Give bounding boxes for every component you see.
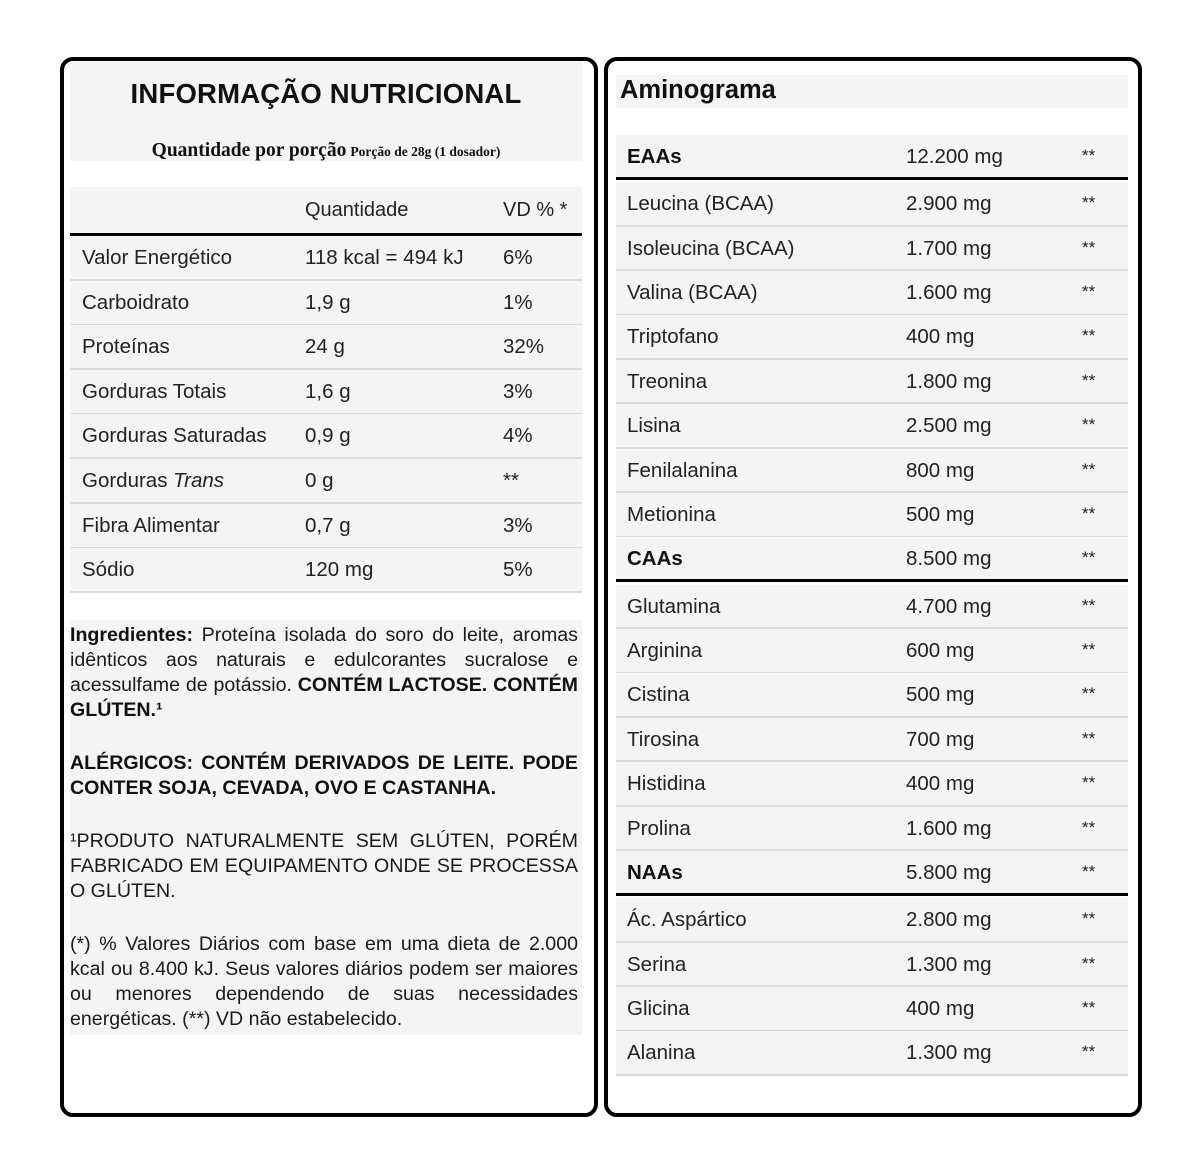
nutrient-quantity: 0,9 g <box>305 424 351 448</box>
nutrition-title: INFORMAÇÃO NUTRICIONAL <box>130 78 522 109</box>
nutrition-row <box>70 236 582 281</box>
nutrient-name-text: Valor Energético <box>82 246 233 269</box>
amino-name: Isoleucina (BCAA) <box>627 236 795 260</box>
amino-value: 800 mg <box>906 458 975 482</box>
amino-dv: ** <box>1082 370 1096 390</box>
nutrient-quantity: 24 g <box>305 335 345 359</box>
amino-dv: ** <box>1082 773 1096 793</box>
amino-row <box>616 987 1128 1032</box>
nutrient-dv: 6% <box>503 246 533 269</box>
amino-name: Triptofano <box>627 325 719 349</box>
amino-value: 500 mg <box>906 503 975 526</box>
amino-value: 1.600 mg <box>906 816 992 840</box>
amino-name: Fenilalanina <box>627 458 738 482</box>
nutrition-table-header <box>70 187 582 236</box>
aminogram-panel <box>604 57 1142 1117</box>
nutrition-row <box>70 414 582 459</box>
amino-name: Alanina <box>627 1041 696 1065</box>
amino-dv: ** <box>1082 862 1096 881</box>
nutrient-quantity: 1,6 g <box>305 379 351 403</box>
amino-group-row <box>616 537 1128 582</box>
amino-row <box>616 227 1128 272</box>
amino-name: Valina (BCAA) <box>627 281 758 304</box>
amino-row <box>616 629 1128 674</box>
nutrition-facts-panel <box>60 57 598 1117</box>
amino-value: 1.300 mg <box>906 952 992 976</box>
amino-row <box>616 271 1128 316</box>
amino-value: 2.900 mg <box>906 192 992 216</box>
allergens-paragraph <box>70 751 578 801</box>
amino-dv: ** <box>1082 415 1096 435</box>
amino-dv: ** <box>1082 728 1096 748</box>
serving-label: Quantidade por porção <box>151 140 347 161</box>
amino-dv: ** <box>1082 326 1096 346</box>
amino-name: Ác. Aspártico <box>627 908 747 932</box>
amino-name: Prolina <box>627 816 691 840</box>
ingredients-label: Ingredientes: <box>70 624 194 646</box>
nutrition-row <box>70 459 582 504</box>
amino-dv: ** <box>1082 1042 1096 1062</box>
amino-dv: ** <box>1082 237 1096 257</box>
amino-value: 2.500 mg <box>906 414 992 438</box>
amino-row <box>616 585 1128 630</box>
amino-dv: ** <box>1082 817 1096 837</box>
dv-note: (*) % Valores Diários com base em uma dieta de 2.000 kcal ou 8.400 kJ. Seus valores diários podem ser maiores ou menores dependendo de suas necessidades energéticas. (**) VD não estabelecido. <box>70 933 578 1030</box>
amino-value: 700 mg <box>906 727 975 751</box>
nutrient-name <box>82 380 226 404</box>
amino-value: 400 mg <box>906 325 975 349</box>
nutrient-dv: 5% <box>503 558 533 582</box>
amino-name: Lisina <box>627 414 681 438</box>
nutrient-name-text: Gorduras <box>82 469 168 492</box>
nutrient-dv: ** <box>503 469 519 492</box>
amino-value: 400 mg <box>906 997 975 1020</box>
amino-row <box>616 404 1128 449</box>
nutrient-dv: 3% <box>503 379 533 403</box>
nutrient-name <box>82 335 170 359</box>
amino-value: 4.700 mg <box>906 594 992 618</box>
amino-dv: ** <box>1082 504 1096 523</box>
nutrient-name <box>82 291 189 315</box>
amino-name: Histidina <box>627 772 706 796</box>
amino-dv: ** <box>1082 953 1096 973</box>
nutrition-row <box>70 370 582 415</box>
nutrition-row <box>70 504 582 549</box>
amino-name: Metionina <box>627 503 716 526</box>
gluten-note: ¹PRODUTO NATURALMENTE SEM GLÚTEN, PORÉM FABRICADO EM EQUIPAMENTO ONDE SE PROCESSA O GLÚTEN. <box>70 830 578 902</box>
nutrient-name <box>82 246 232 270</box>
amino-group-row <box>616 135 1128 180</box>
amino-row <box>616 182 1128 227</box>
amino-name: EAAs <box>627 145 682 168</box>
amino-dv: ** <box>1082 684 1096 704</box>
nutrient-quantity: 0 g <box>305 469 334 492</box>
label-text-block <box>70 620 582 1035</box>
nutrient-quantity: 1,9 g <box>305 290 351 314</box>
amino-row <box>616 898 1128 943</box>
amino-name: Leucina (BCAA) <box>627 192 774 216</box>
column-header-dv: VD % * <box>503 199 568 221</box>
nutrient-name-text: Gorduras Totais <box>82 379 227 403</box>
amino-value: 1.800 mg <box>906 369 992 393</box>
amino-value: 5.800 mg <box>906 861 992 884</box>
nutrient-dv: 3% <box>503 513 533 537</box>
amino-value: 600 mg <box>906 639 975 662</box>
amino-name: CAAs <box>627 547 683 571</box>
amino-dv: ** <box>1082 548 1096 568</box>
ingredients-warning: CONTÉM LACTOSE. CONTÉM GLÚTEN.¹ <box>70 674 578 721</box>
amino-dv: ** <box>1082 909 1096 929</box>
amino-dv: ** <box>1082 595 1096 615</box>
amino-name: Treonina <box>627 369 708 393</box>
amino-dv: ** <box>1082 459 1096 479</box>
amino-value: 12.200 mg <box>906 145 1003 168</box>
aminogram-title-block <box>616 75 1128 108</box>
amino-name: Serina <box>627 952 687 976</box>
amino-dv: ** <box>1082 282 1096 301</box>
nutrition-row <box>70 548 582 593</box>
amino-name: Glicina <box>627 997 690 1020</box>
amino-value: 500 mg <box>906 683 975 707</box>
amino-dv: ** <box>1082 998 1096 1017</box>
amino-row <box>616 360 1128 405</box>
allergens-text: ALÉRGICOS: CONTÉM DERIVADOS DE LEITE. PODE CONTER SOJA, CEVADA, OVO E CASTANHA. <box>70 752 578 799</box>
amino-row <box>616 943 1128 988</box>
amino-row <box>616 807 1128 852</box>
amino-row <box>616 673 1128 718</box>
amino-name: Glutamina <box>627 594 721 618</box>
nutrient-name-italic: Trans <box>173 469 225 492</box>
nutrient-name <box>82 424 267 448</box>
column-header-quantity: Quantidade <box>305 199 409 221</box>
nutrition-title-block <box>70 62 582 161</box>
amino-row <box>616 1031 1128 1076</box>
nutrient-name-text: Proteínas <box>82 335 170 359</box>
nutrient-quantity: 120 mg <box>305 558 374 582</box>
amino-row <box>616 718 1128 763</box>
ingredients-paragraph <box>70 623 578 723</box>
nutrient-name <box>82 514 220 538</box>
nutrient-quantity: 118 kcal = 494 kJ <box>305 246 464 269</box>
amino-row <box>616 315 1128 360</box>
amino-value: 1.700 mg <box>906 236 992 260</box>
amino-dv: ** <box>1082 640 1096 659</box>
nutrient-name <box>82 469 224 493</box>
amino-dv: ** <box>1082 146 1096 165</box>
nutrient-name-text: Sódio <box>82 558 135 582</box>
amino-name: Arginina <box>627 639 703 662</box>
amino-value: 400 mg <box>906 772 975 796</box>
amino-value: 2.800 mg <box>906 908 992 932</box>
amino-name: Cistina <box>627 683 690 707</box>
nutrient-name-text: Carboidrato <box>82 290 190 314</box>
amino-value: 1.600 mg <box>906 281 992 304</box>
nutrition-row <box>70 281 582 326</box>
amino-row <box>616 493 1128 538</box>
aminogram-title: Aminograma <box>620 76 776 104</box>
nutrition-row <box>70 325 582 370</box>
nutrient-dv: 1% <box>503 290 533 314</box>
ingredients-text: Proteína isolada do soro do leite, aromas idênticos aos naturais e edulcorantes sucralose e acessulfame de potássio. <box>70 624 578 696</box>
nutrient-dv: 4% <box>503 424 533 448</box>
nutrient-name-text: Gorduras Saturadas <box>82 424 267 448</box>
amino-value: 8.500 mg <box>906 547 992 571</box>
amino-row <box>616 762 1128 807</box>
amino-name: Tirosina <box>627 727 700 751</box>
serving-size: Porção de 28g (1 dosador) <box>350 144 501 159</box>
amino-name: NAAs <box>627 861 683 884</box>
nutrient-quantity: 0,7 g <box>305 513 351 537</box>
nutrient-name <box>82 558 134 582</box>
amino-group-row <box>616 851 1128 896</box>
amino-dv: ** <box>1082 193 1096 213</box>
serving-info <box>70 140 582 162</box>
nutrient-name-text: Fibra Alimentar <box>82 513 220 537</box>
amino-row <box>616 449 1128 494</box>
nutrient-dv: 32% <box>503 335 545 359</box>
amino-value: 1.300 mg <box>906 1041 992 1065</box>
